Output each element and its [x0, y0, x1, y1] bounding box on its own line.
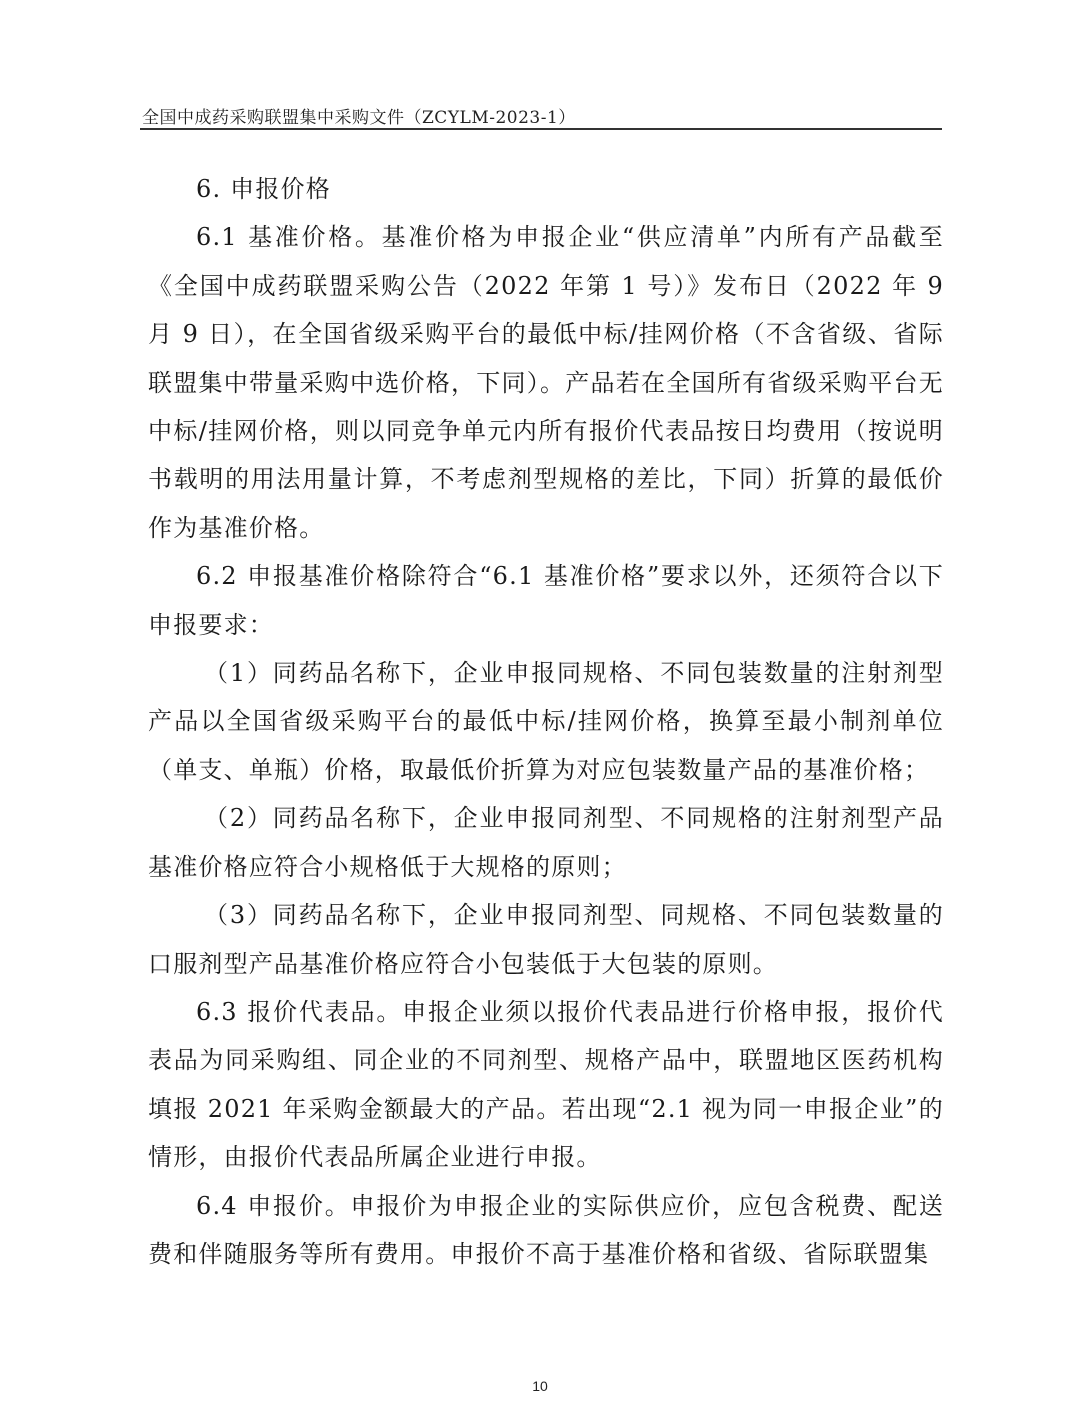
paragraph-6-4: 6.4 申报价。申报价为申报企业的实际供应价，应包含税费、配送费和伴随服务等所有费用。申报价不高于基准价格和省级、省际联盟集 — [148, 1191, 944, 1268]
paragraph-6-2-item-3: （3）同药品名称下，企业申报同剂型、同规格、不同包装数量的口服剂型产品基准价格应符合小包装低于大包装的原则。 — [148, 901, 944, 978]
header-divider — [140, 128, 942, 130]
document-header: 全国中成药采购联盟集中采购文件（ZCYLM-2023-1） — [142, 108, 576, 128]
paragraph-6-1: 6.1 基准价格。基准价格为申报企业“供应清单”内所有产品截至《全国中成药联盟采购公告（2022 年第 1 号）》发布日（2022 年 9 月 9 日），在全国省级采购平台的最低中标/挂网价格（不含省级、省际联盟集中带量采购中选价格，下同）。产品若在全国所有省级采购平台无中标/挂网价格，则以同竞争单元内所有报价代表品按日均费用（按说明书载明的用法用量计算，不考虑剂型规格的差比，下同）折算的最低价作为基准价格。 — [148, 223, 944, 542]
paragraph-6-2: 6.2 申报基准价格除符合“6.1 基准价格”要求以外，还须符合以下申报要求： — [148, 562, 944, 639]
paragraph-6-2-item-1: （1）同药品名称下，企业申报同规格、不同包装数量的注射剂型产品以全国省级采购平台的最低中标/挂网价格，换算至最小制剂单位（单支、单瓶）价格，取最低价折算为对应包装数量产品的基准价格； — [148, 659, 944, 784]
paragraph-6-2-item-2: （2）同药品名称下，企业申报同剂型、不同规格的注射剂型产品基准价格应符合小规格低于大规格的原则； — [148, 804, 944, 881]
section-heading: 6. 申报价格 — [196, 175, 331, 203]
paragraph-6-3: 6.3 报价代表品。申报企业须以报价代表品进行价格申报，报价代表品为同采购组、同企业的不同剂型、规格产品中，联盟地区医药机构填报 2021 年采购金额最大的产品。若出现“2.1 视为同一申报企业”的情形，由报价代表品所属企业进行申报。 — [148, 997, 944, 1172]
document-body — [148, 165, 944, 1278]
page-number: 10 — [532, 1378, 548, 1394]
